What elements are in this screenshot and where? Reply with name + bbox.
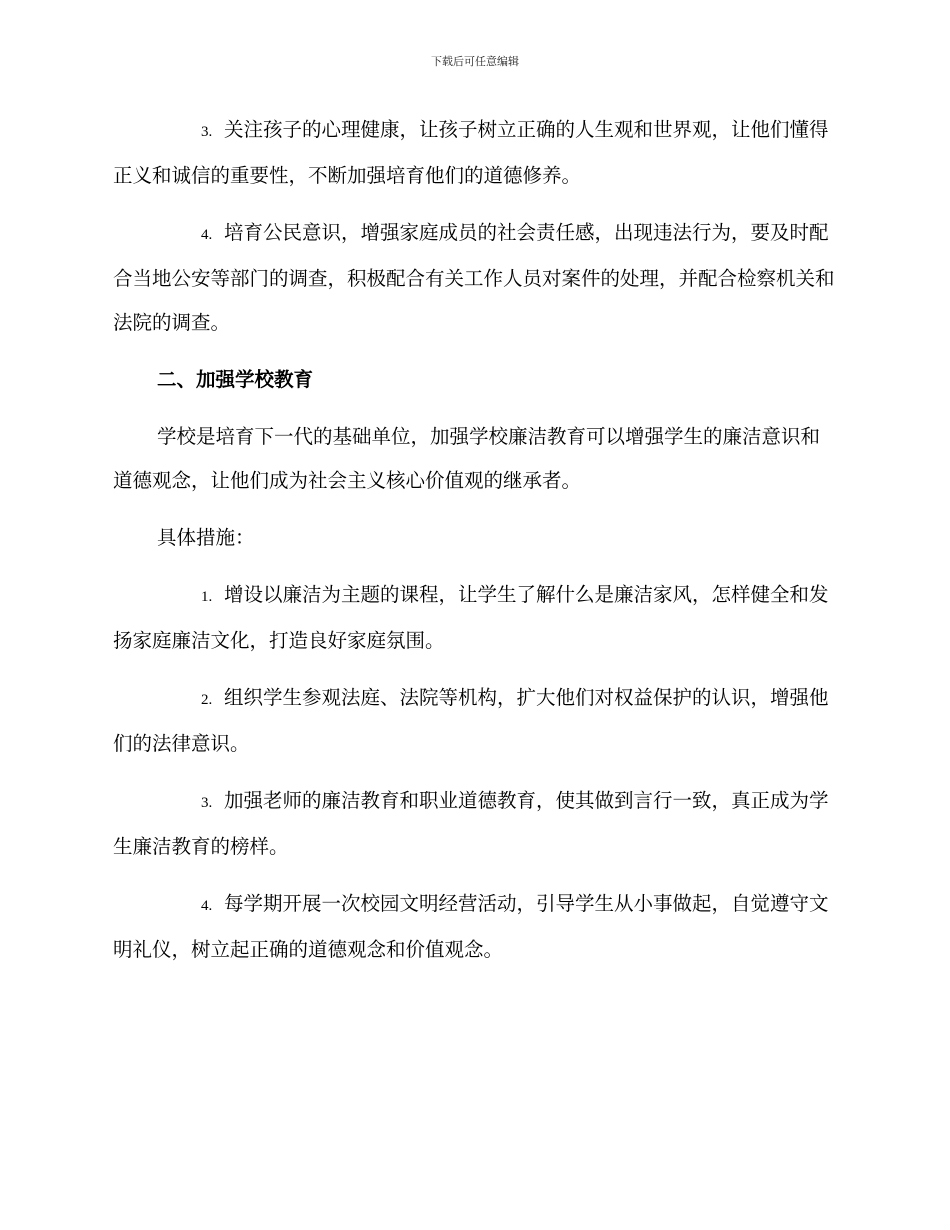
list-item-number: 2. xyxy=(201,692,213,708)
section-heading: 二、加强学校教育 xyxy=(157,368,314,391)
list-item-number: 3. xyxy=(201,795,213,811)
list-item xyxy=(113,573,835,663)
list-item-text: 组织学生参观法庭、法院等机构，扩大他们对权益保护的认识，增强他们的法律意识。 xyxy=(113,686,829,755)
document-body xyxy=(113,108,835,985)
list-item-text: 增设以廉洁为主题的课程，让学生了解什么是廉洁家风，怎样健全和发扬家庭廉洁文化，打造良好家庭氛围。 xyxy=(113,583,829,652)
list-item-number: 1. xyxy=(201,589,213,605)
list-item-text: 加强老师的廉洁教育和职业道德教育，使其做到言行一致，真正成为学生廉洁教育的榜样。 xyxy=(113,789,829,858)
list-item-number: 4. xyxy=(201,898,213,914)
list-item-text: 关注孩子的心理健康，让孩子树立正确的人生观和世界观，让他们懂得正义和诚信的重要性，不断加强培育他们的道德修养。 xyxy=(113,118,829,187)
list-item-text: 每学期开展一次校园文明经营活动，引导学生从小事做起，自觉遵守文明礼仪，树立起正确的道德观念和价值观念。 xyxy=(113,892,829,961)
list-item xyxy=(113,676,835,766)
list-item xyxy=(113,211,835,345)
list-item-number: 4. xyxy=(201,227,213,243)
list-item xyxy=(113,779,835,869)
list-item-number: 3. xyxy=(201,124,213,140)
header-note: 下载后可任意编辑 xyxy=(431,55,519,68)
list-item-text: 培育公民意识，增强家庭成员的社会责任感，出现违法行为，要及时配合当地公安等部门的调查，积极配合有关工作人员对案件的处理，并配合检察机关和法院的调查。 xyxy=(113,221,835,334)
measures-label: 具体措施： xyxy=(157,526,255,549)
list-item xyxy=(113,882,835,972)
list-item xyxy=(113,108,835,198)
section-intro: 学校是培育下一代的基础单位，加强学校廉洁教育可以增强学生的廉洁意识和道德观念，让他们成为社会主义核心价值观的继承者。 xyxy=(113,425,821,492)
